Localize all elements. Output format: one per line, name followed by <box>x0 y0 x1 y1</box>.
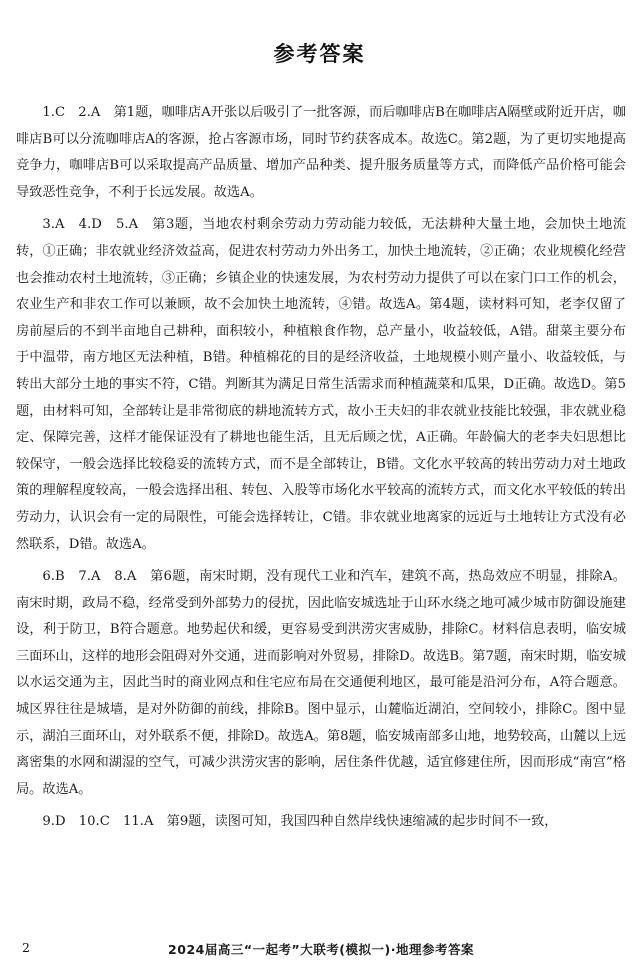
footer-title: 2024届高三“一起考”大联考(模拟一)·地理参考答案 <box>168 942 474 957</box>
answer-paragraph-6-8: 6.B 7.A 8.A 第6题，南宋时期，没有现代工业和汽车，建筑不高，热岛效应不明显，排除A。南宋时期，政局不稳，经常受到外部势力的侵扰，因此临安城选址于山环水绕之地可减少城市防御设施建设，利于防卫，B符合题意。地势起伏和缓，更容易受到洪涝灾害威胁，排除C。材料信息表明，临安城三面环山，这样的地形会阻碍对外交通，进而影响对外贸易，排除D。故选B。第7题，南宋时期，临安城以水运交通为主，因此当时的商业网点和住宅应布局在交通便利地区，最可能是沿河分布，A符合题意。城区界往往是城墙，是对外防御的前线，排除B。图中显示，山麓临近湖泊，空间较小，排除C。图中显示，湖泊三面环山，对外联系不便，排除D。故选A。第8题，临安城南部多山地，地势较高，山麓以上远离密集的水网和湖湿的空气，可减少洪涝灾害的影响，居住条件优越，适宜修建住所，因而形成“南宫”格局。故选A。 <box>16 569 626 797</box>
page-number: 2 <box>22 940 30 955</box>
answer-paragraph-3-5: 3.A 4.D 5.A 第3题，当地农村剩余劳动力劳动能力较低，无法耕种大量土地，会加快土地流转，①正确；非农就业经济效益高，促进农村劳动力外出务工，加快土地流转，②正确；农业规模化经营也会推动农村土地流转，③正确；乡镇企业的快速发展，为农村劳动力提供了可以在家门口工作的机会，农业生产和非农工作可以兼顾，故不会加快土地流转，④错。故选A。第4题，读材料可知，老李仅留了房前屋后的不到半亩地自己耕种，面积较小，种植粮食作物，总产量小，收益较低，A错。甜菜主要分布于中温带，南方地区无法种植，B错。种植棉花的目的是经济收益，土地规模小则产量小、收益较低，与转出大部分土地的事实不符，C错。判断其为满足日常生活需求而种植蔬菜和瓜果，D正确。故选D。第5题，由材料可知，全部转让是非常彻底的耕地流转方式，故小王夫妇的非农就业技能比较强，非农就业稳定、保障完善，这样才能保证没有了耕地也能生活，且无后顾之忧，A正确。年龄偏大的老李夫妇思想比较保守，一般会选择比较稳妥的流转方式，而不是全部转让，B错。文化水平较高的转出劳动力对土地政策的理解程度较高，一般会选择出租、转包、入股等市场化水平较高的流转方式，而文化水平较低的转出劳动力，认识会有一定的局限性，可能会选择转让，C错。非农就业地离家的远近与土地转让方式没有必然联系，D错。故选A。 <box>16 217 626 552</box>
page-title: 参考答案 <box>273 42 366 66</box>
answer-content <box>16 100 626 842</box>
answer-paragraph-9-11: 9.D 10.C 11.A 第9题，读图可知，我国四种自然岸线快速缩减的起步时间不一致， <box>42 814 558 830</box>
answer-paragraph-1-2: 1.C 2.A 第1题，咖啡店A开张以后吸引了一批客源，而后咖啡店B在咖啡店A隔壁或附近开店，咖啡店B可以分流咖啡店A的客源，抢占客源市场，同时节约获客成本。故选C。第2题，为了更切实地提高竞争力，咖啡店B可以采取提高产品质量、增加产品种类、提升服务质量等方式，而降低产品价格可能会导致恶性竞争，不利于长远发展。故选A。 <box>16 105 626 200</box>
